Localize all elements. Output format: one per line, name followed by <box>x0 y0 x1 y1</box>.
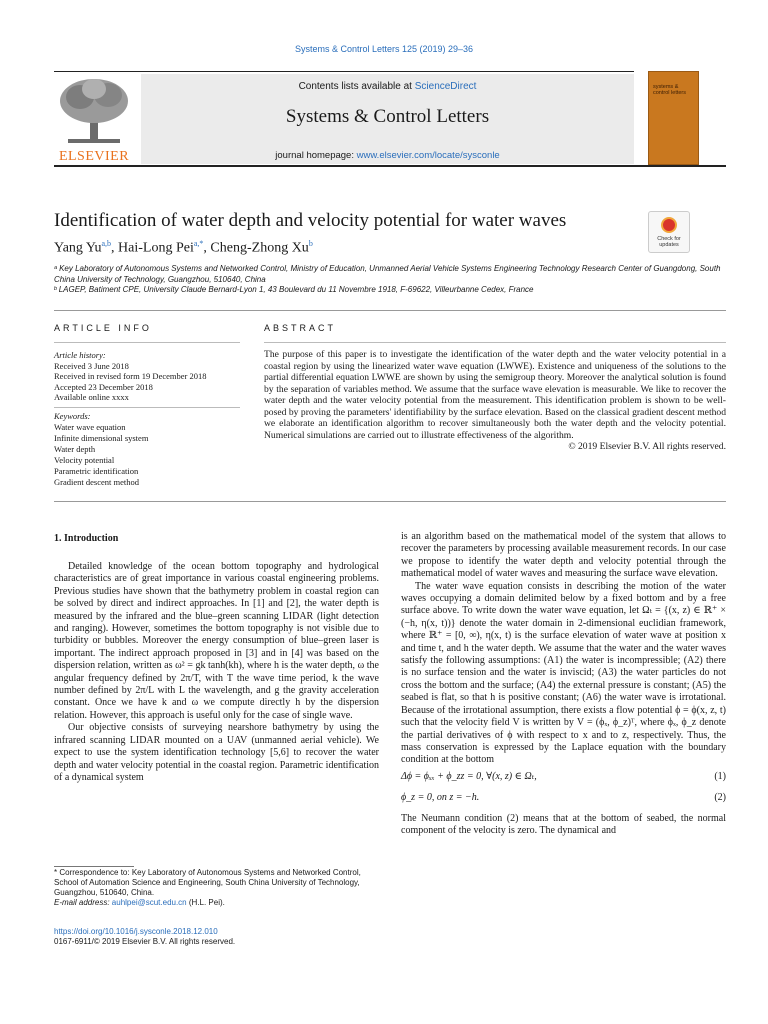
history-accepted: Accepted 23 December 2018 <box>54 381 153 392</box>
author-separator: , <box>203 240 211 256</box>
abstract-body <box>264 349 726 453</box>
doi-link[interactable]: https://doi.org/10.1016/j.sysconle.2018.12.010 <box>54 927 218 936</box>
doi-block <box>54 927 379 947</box>
journal-masthead <box>141 74 634 164</box>
left-column <box>54 561 379 784</box>
tree-icon <box>54 75 134 147</box>
email-label: E-mail address: <box>54 898 112 907</box>
article-history <box>54 350 244 403</box>
history-received: Received 3 June 2018 <box>54 360 129 371</box>
history-revised: Received in revised form 19 December 2018 <box>54 371 207 381</box>
history-label: Article history: <box>54 350 106 360</box>
publisher-wordmark: ELSEVIER <box>58 149 130 164</box>
footnote <box>54 868 379 908</box>
affiliation-a: ᵃ Key Laboratory of Autonomous Systems and Networked Control, Ministry of Education, Unmanned Aerial Vehicle Systems Engineering Technology Research Center of Guangdong, South China University of Technology, Guangzhou, 510640, China <box>54 264 721 284</box>
author-affil-mark[interactable]: b <box>308 239 313 248</box>
author-affil-mark[interactable]: a,b <box>101 239 112 248</box>
homepage-link[interactable]: www.elsevier.com/locate/sysconle <box>356 150 500 161</box>
paragraph: The Neumann condition (2) means that at the bottom of seabed, the normal component of the velocity is zero. The dynamical and <box>401 812 726 837</box>
email-suffix: (H.L. Pei). <box>186 898 225 907</box>
section-heading-introduction: 1. Introduction <box>54 533 119 544</box>
affiliation-b: ᵇ LAGEP, Batiment CPE, University Claude Bernard-Lyon 1, 43 Boulevard du 11 Novembre 1918, F-69622, Villeurbanne Cedex, France <box>54 285 534 294</box>
equation-expr: Δϕ = ϕₓₓ + ϕ_zz = 0, ∀(x, z) ∈ Ωₜ, <box>401 770 537 782</box>
paragraph: is an algorithm based on the mathematical model of the system that allows to recover the parameters by processing available measurement records. In our case we propose to identify the water depth and velocity potential through the mathematical model of water waves and measuring the surface wave elevation. <box>401 531 726 580</box>
keyword: Velocity potential <box>54 455 115 465</box>
homepage-line: journal homepage: www.elsevier.com/locate/sysconle <box>275 150 500 161</box>
abstract-copyright: © 2019 Elsevier B.V. All rights reserved. <box>568 441 726 452</box>
sciencedirect-link[interactable]: ScienceDirect <box>414 81 477 92</box>
contents-line: Contents lists available at ScienceDirect <box>298 81 477 92</box>
equation-2 <box>401 792 726 809</box>
history-online: Available online xxxx <box>54 392 129 402</box>
paragraph: Detailed knowledge of the ocean bottom topography and hydrological characteristics are of great importance in various coastal engineering problems. Previous studies have shown that the bathymetry problem in coastal region can be solved by direct and indirect approaches. In [1] and [2], the water depth is measured by the infrared and the blue–green scanning LIDAR (light detection and ranging). However, sometimes the bottom topography is not visible due to turbidity or bubbles. Moreover the energy consumption of blue–green laser is important. The indirect approach proposed in [3] and in [4] was based on the dispersion relation, written as ω² = gk tanh(kh), where h is the water depth, ω the angular frequency defined by 2π/T, with T the wave time period, k the wave number defined by 2π/L with L the wavelength, and g the gravity acceleration constant. Once we have k and ω we compute directly h by the dispersion relation. However, this approach is useful only for the case of single wave. <box>54 561 379 721</box>
author-name[interactable]: Cheng-Zhong Xu <box>210 240 309 256</box>
header-rule-bottom <box>54 165 726 167</box>
paragraph: Our objective consists of surveying nearshore bathymetry by using the infrared scanning LIDAR mounted on a UAV (unmanned aerial vehicle). We expect to use the system identification technology [5,6] to recover the water depth and water velocity potential in the coastal region. Parametric identification of a dynamical system <box>54 722 379 783</box>
abstract-label: ABSTRACT <box>264 323 337 333</box>
email-link[interactable]: auhlpei@scut.edu.cn <box>111 898 187 907</box>
equation-expr: ϕ_z = 0, on z = −h. <box>401 791 480 803</box>
footnote-rule <box>54 866 134 867</box>
paragraph: The water wave equation consists in describing the motion of the water waves occupying a domain delimited below by a fixed bottom and by a free surface above. To write down the water wave equation, let Ωₜ = {(x, z) ∈ ℝ⁺ × (−h, η(x, t))} denote the water domain in 2-dimensional euclidian framework, where ℝ⁺ = [0, ∞), η(x, t) is the surface elevation of water wave at position x and time t, and h the water depth. We assume that the water and the water waves satisfy the following assumptions: (A1) the water is incompressible; (A2) there is no surface tension and the water is inviscid; (A3) the water particles do not cross the bottom and the surface; (A4) the external pressure is constant; (A5) the seabed is flat, so that h is positive constant; (A6) the water wave is irrotational. Because of the irrotational assumption, there exists a flow potential ϕ = ϕ(x, z, t) such that the velocity field V is written by V = (ϕₓ, ϕ_z)ᵀ, where ϕₓ, ϕ_z denote the partial derivatives of ϕ with respect to x and to z, respectively. Thus, the mass conservation is expressed by the Laplace equation with the boundary condition at the bottom <box>401 580 726 766</box>
body-rule <box>54 501 726 502</box>
equation-number: (1) <box>714 770 726 782</box>
journal-citation[interactable]: Systems & Control Letters 125 (2019) 29–36 <box>294 44 474 54</box>
keyword: Water depth <box>54 444 96 454</box>
keyword: Infinite dimensional system <box>54 433 149 443</box>
crossmark-badge[interactable] <box>648 211 690 253</box>
author-separator: , <box>111 240 119 256</box>
author-list <box>54 239 654 257</box>
crossmark-label: Check for updates <box>657 236 681 248</box>
article-info-label: ARTICLE INFO <box>54 323 152 333</box>
abstract-rule <box>264 342 726 343</box>
header-rule-top <box>54 71 634 72</box>
paper-title: Identification of water depth and velocity potential for water waves <box>54 210 567 231</box>
section-rule <box>54 310 726 311</box>
keywords-label: Keywords: <box>54 411 91 421</box>
equation-1 <box>401 771 726 788</box>
email-line <box>54 898 379 908</box>
info-rule <box>54 407 240 408</box>
equation-number: (2) <box>714 791 726 803</box>
affiliations <box>54 264 726 296</box>
author-affil-mark[interactable]: a,* <box>193 239 204 248</box>
issn-line: 0167-6911/© 2019 Elsevier B.V. All rights reserved. <box>54 937 236 946</box>
journal-cover-thumbnail <box>648 71 699 165</box>
abstract-text: The purpose of this paper is to investigate the identification of the water depth and the water velocity potential in a coastal region by using the linearized water wave equation (LWWE). Existence and uniqueness of the solutions to the partial differential equation LWWE are shown by using the semigroup theory. Moreover the analytical solution is found by the separation of variables method. We assume that the surface wave elevation is measurable. We like to recover the water depth and the water velocity potential from the measurement. This identification problem is shown to be well-posed by proving the parameters' identifiability by the surface elevation. Based on the classical gradient descent method we elaborate an identification algorithm to recover simultaneously both the water depth and the velocity potential. Numerical simulations are carried out to illustrate effectiveness of the algorithm. <box>264 349 726 441</box>
crossmark-icon <box>661 217 677 233</box>
right-column <box>401 531 726 838</box>
elsevier-logo <box>54 75 134 165</box>
keyword: Gradient descent method <box>54 477 139 487</box>
keyword: Water wave equation <box>54 422 126 432</box>
author-name[interactable]: Yang Yu <box>54 240 102 256</box>
keyword: Parametric identification <box>54 466 139 476</box>
author-name[interactable]: Hai-Long Pei <box>118 240 194 256</box>
cover-title: systems & control letters <box>653 84 687 96</box>
keywords <box>54 411 244 488</box>
info-rule <box>54 342 240 343</box>
correspondence-note: * Correspondence to: Key Laboratory of Autonomous Systems and Networked Control, School of Automation Science and Engineering, South China University of Technology, Guangzhou, 510640, China. <box>54 868 361 897</box>
journal-title: Systems & Control Letters <box>285 106 490 127</box>
